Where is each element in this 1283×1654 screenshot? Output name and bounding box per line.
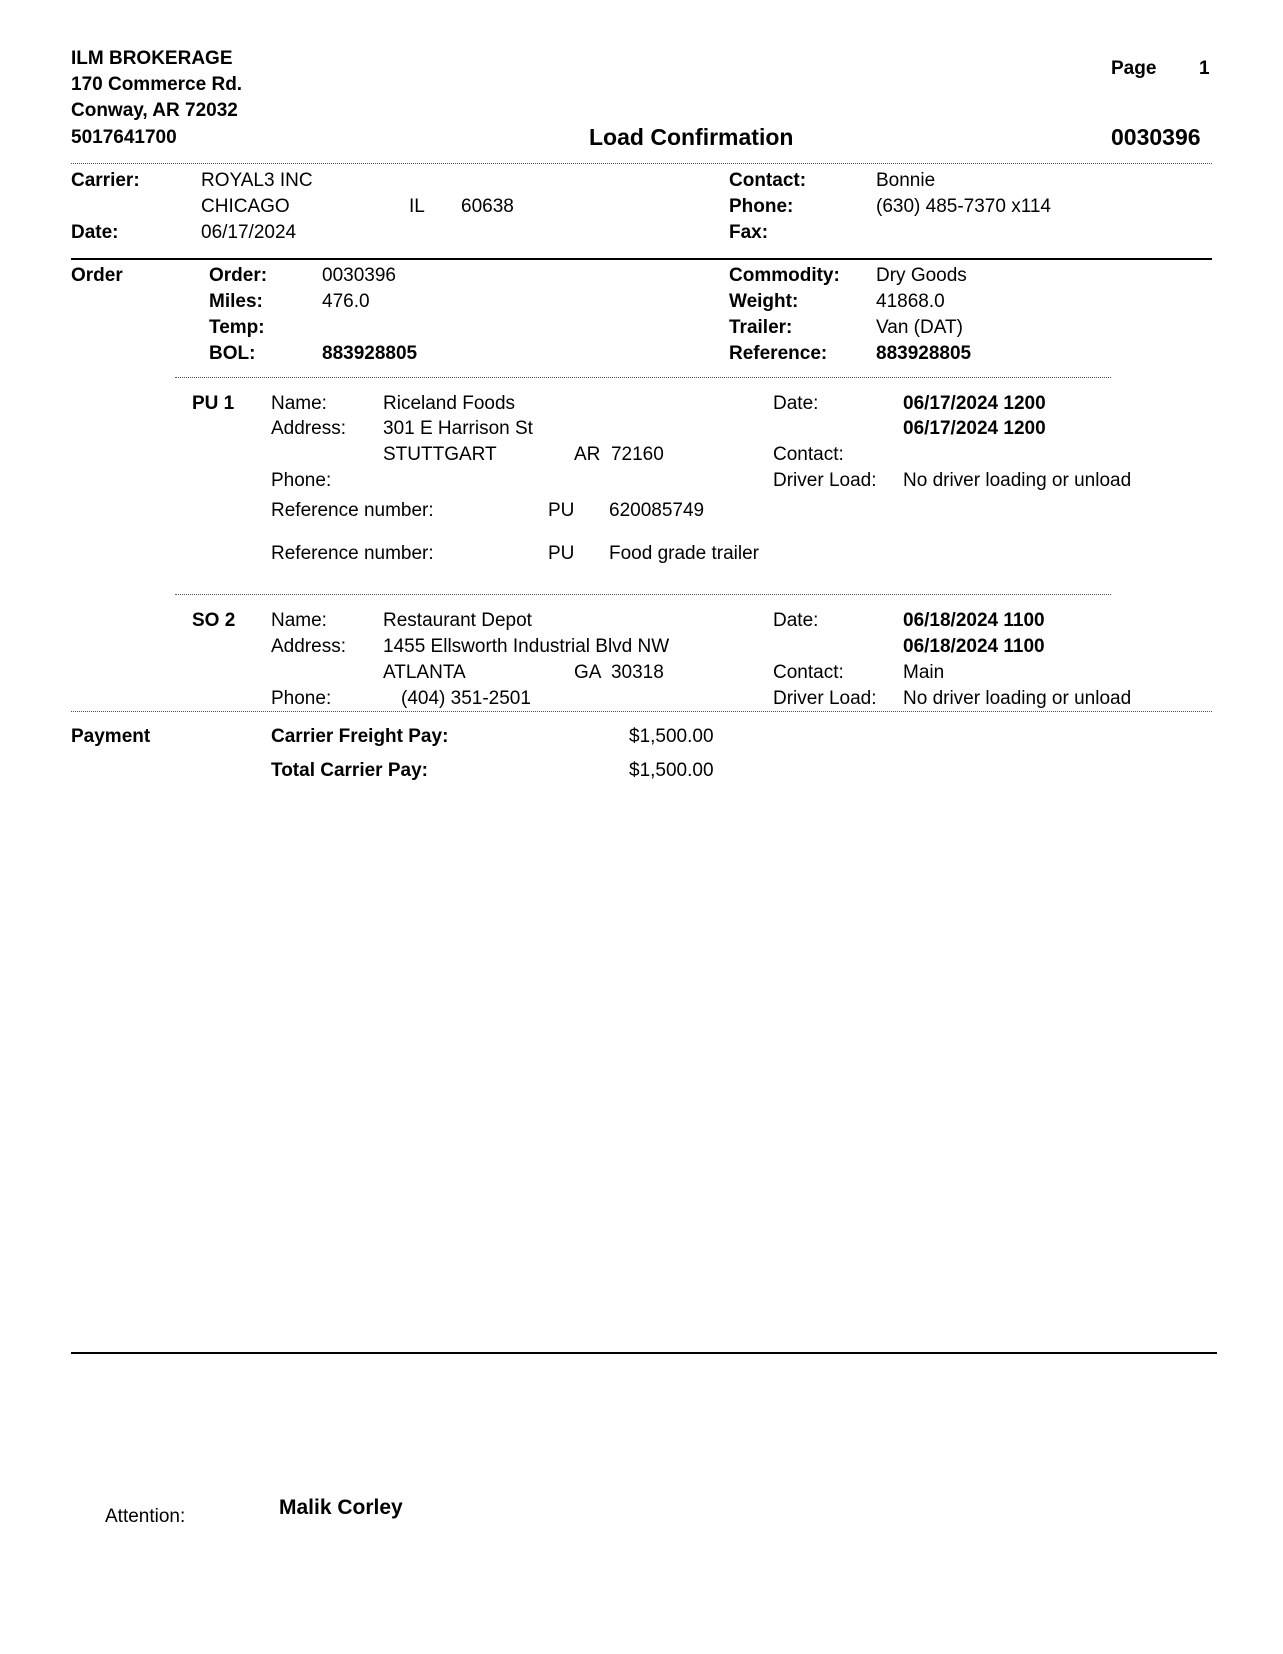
reference-value: 883928805: [876, 343, 972, 364]
pickup-date-1: 06/17/2024 1200: [903, 393, 1046, 414]
stop-contact-label: Contact:: [773, 662, 844, 683]
total-pay-label: Total Carrier Pay:: [271, 760, 428, 781]
bol-value: 883928805: [322, 343, 418, 364]
header-divider: [71, 163, 1212, 164]
freight-pay-value: $1,500.00: [629, 726, 714, 747]
stop-contact: Main: [903, 662, 945, 683]
stop-address: 1455 Ellsworth Industrial Blvd NW: [383, 636, 670, 657]
pickup-ref-type-2: PU: [548, 543, 575, 564]
pickup-phone-label: Phone:: [271, 470, 332, 491]
payment-section-label: Payment: [71, 726, 151, 747]
miles-value: 476.0: [322, 291, 370, 312]
page-number: 1: [1199, 58, 1210, 79]
carrier-date: 06/17/2024: [201, 222, 297, 243]
stop-phone: (404) 351-2501: [401, 688, 531, 709]
total-pay-value: $1,500.00: [629, 760, 714, 781]
carrier-contact: Bonnie: [876, 170, 936, 191]
company-city: Conway, AR 72032: [71, 100, 238, 121]
pickup-tag: PU 1: [192, 393, 235, 414]
pickup-driver-load-label: Driver Load:: [773, 470, 877, 491]
carrier-state: IL: [409, 196, 425, 217]
carrier-phone-label: Phone:: [729, 196, 794, 217]
freight-pay-label: Carrier Freight Pay:: [271, 726, 449, 747]
stop-driver-load-label: Driver Load:: [773, 688, 877, 709]
stop-state-zip: GA 30318: [574, 662, 664, 683]
order-divider: [175, 377, 1111, 378]
pickup-ref-label-2: Reference number:: [271, 543, 434, 564]
carrier-contact-label: Contact:: [729, 170, 807, 191]
carrier-city: CHICAGO: [201, 196, 290, 217]
carrier-divider: [71, 258, 1212, 260]
order-number: 0030396: [322, 265, 396, 286]
attention-name: Malik Corley: [279, 1496, 403, 1519]
stop-date-2: 06/18/2024 1100: [903, 636, 1045, 657]
trailer-value: Van (DAT): [876, 317, 963, 338]
company-phone: 5017641700: [71, 127, 177, 148]
stop-driver-load: No driver loading or unload: [903, 688, 1132, 709]
commodity-value: Dry Goods: [876, 265, 967, 286]
carrier-zip: 60638: [461, 196, 514, 217]
miles-label: Miles:: [209, 291, 263, 312]
pickup-ref-value-2: Food grade trailer: [609, 543, 759, 564]
stop-name: Restaurant Depot: [383, 610, 532, 631]
commodity-label: Commodity:: [729, 265, 840, 286]
pickup-ref-label-1: Reference number:: [271, 500, 434, 521]
reference-label: Reference:: [729, 343, 828, 364]
pickup-state-zip: AR 72160: [574, 444, 664, 465]
company-street: 170 Commerce Rd.: [71, 74, 243, 95]
carrier-name: ROYAL3 INC: [201, 170, 313, 191]
page-label: Page: [1111, 58, 1157, 79]
pickup-address-label: Address:: [271, 418, 346, 439]
order-label: Order:: [209, 265, 268, 286]
weight-value: 41868.0: [876, 291, 945, 312]
stop-date-label: Date:: [773, 610, 819, 631]
trailer-label: Trailer:: [729, 317, 793, 338]
stop-date-1: 06/18/2024 1100: [903, 610, 1045, 631]
stop-divider: [71, 711, 1212, 712]
carrier-phone: (630) 485-7370 x114: [876, 196, 1051, 217]
carrier-label: Carrier:: [71, 170, 140, 191]
pickup-address: 301 E Harrison St: [383, 418, 533, 439]
temp-label: Temp:: [209, 317, 265, 338]
carrier-fax-label: Fax:: [729, 222, 769, 243]
pickup-date-2: 06/17/2024 1200: [903, 418, 1046, 439]
stop-city: ATLANTA: [383, 662, 466, 683]
pickup-ref-type-1: PU: [548, 500, 575, 521]
bol-label: BOL:: [209, 343, 256, 364]
pickup-date-label: Date:: [773, 393, 819, 414]
stop-phone-label: Phone:: [271, 688, 332, 709]
pickup-name: Riceland Foods: [383, 393, 516, 414]
pickup-contact-label: Contact:: [773, 444, 844, 465]
pickup-driver-load: No driver loading or unload: [903, 470, 1132, 491]
weight-label: Weight:: [729, 291, 799, 312]
stop-address-label: Address:: [271, 636, 346, 657]
pickup-name-label: Name:: [271, 393, 327, 414]
carrier-date-label: Date:: [71, 222, 119, 243]
stop-name-label: Name:: [271, 610, 327, 631]
pickup-divider: [175, 594, 1111, 595]
order-section-label: Order: [71, 265, 123, 286]
pickup-city: STUTTGART: [383, 444, 497, 465]
document-title: Load Confirmation: [589, 124, 794, 150]
pickup-ref-value-1: 620085749: [609, 500, 705, 521]
attention-label: Attention:: [105, 1506, 186, 1527]
signature-line: [71, 1352, 1217, 1354]
stop-tag: SO 2: [192, 610, 236, 631]
document-number: 0030396: [1111, 124, 1201, 150]
company-name: ILM BROKERAGE: [71, 48, 233, 69]
